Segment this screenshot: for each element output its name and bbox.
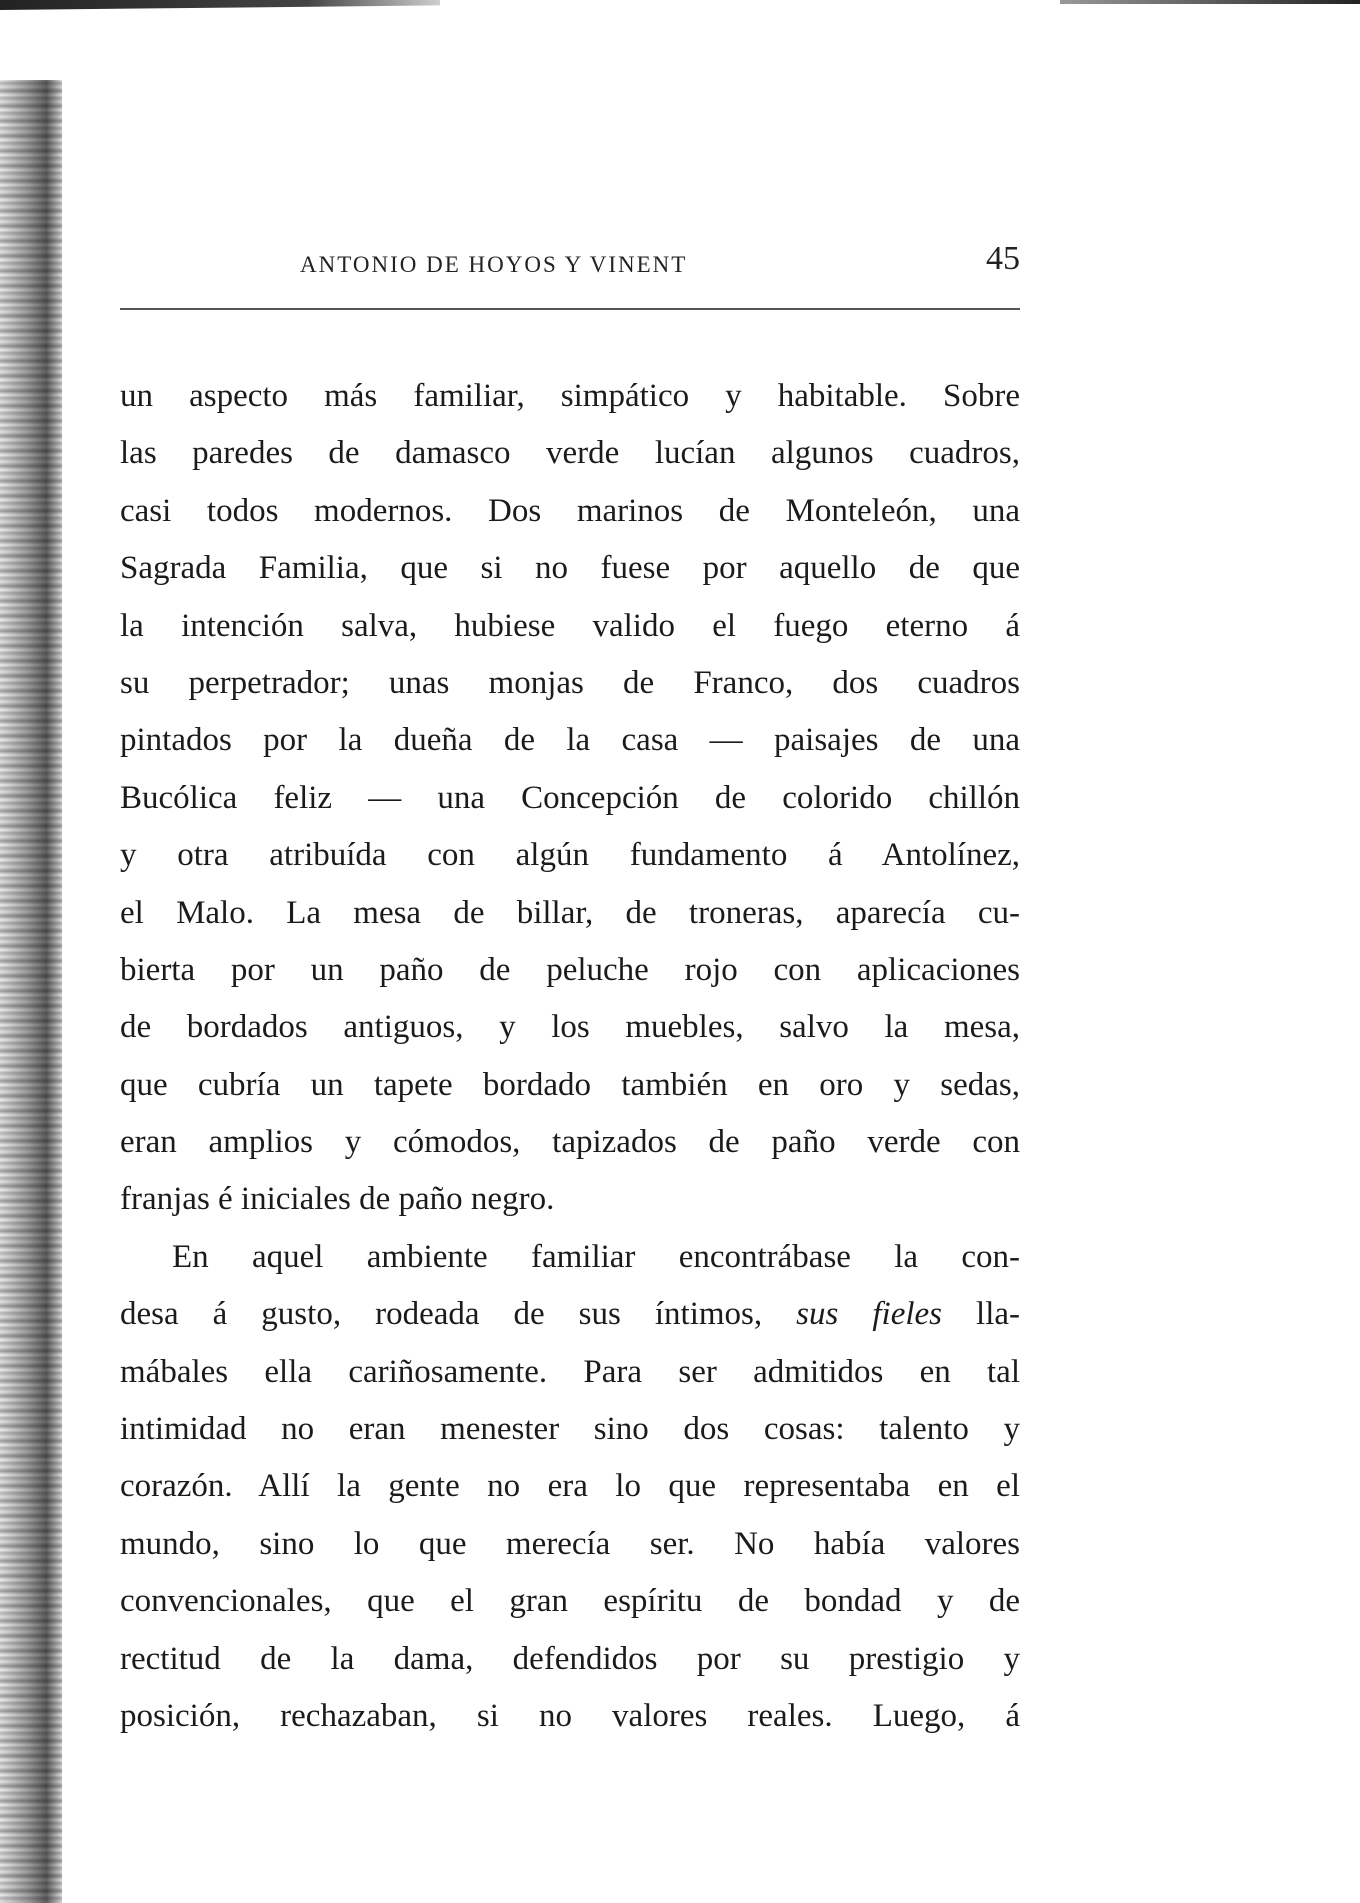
scan-top-right-edge [1060, 0, 1360, 4]
text-line: de bordados antiguos, y los muebles, salvo la mesa, [120, 1009, 1020, 1046]
text-line: En aquel ambiente familiar encontrábase la con- [172, 1238, 1020, 1275]
text-line: convencionales, que el gran espíritu de bondad y de [120, 1583, 1020, 1620]
text-line: su perpetrador; unas monjas de Franco, dos cuadros [120, 664, 1020, 701]
italic-phrase: sus fieles [796, 1296, 943, 1333]
text-line: intimidad no eran menester sino dos cosas: talento y [120, 1411, 1020, 1448]
text-line: corazón. Allí la gente no era lo que representaba en el [120, 1468, 1020, 1505]
text-line: el Malo. La mesa de billar, de troneras, aparecía cu- [120, 894, 1020, 931]
text-line: franjas é iniciales de paño negro. [120, 1181, 555, 1218]
text-line: bierta por un paño de peluche rojo con aplicaciones [120, 951, 1020, 988]
text-line: eran amplios y cómodos, tapizados de paño verde con [120, 1124, 1020, 1161]
text-line: que cubría un tapete bordado también en oro y sedas, [120, 1066, 1020, 1103]
scan-binding-edge [0, 80, 62, 1903]
text-line: Sagrada Familia, que si no fuese por aquello de que [120, 550, 1020, 587]
text-line: pintados por la dueña de la casa — paisajes de una [120, 722, 1020, 759]
paragraph-1 [120, 368, 1020, 1229]
paragraph-2 [120, 1229, 1020, 1746]
page-number: 45 [986, 240, 1020, 277]
text-line: y otra atribuída con algún fundamento á Antolínez, [120, 837, 1020, 874]
text-line: las paredes de damasco verde lucían algunos cuadros, [120, 435, 1020, 472]
text-line: rectitud de la dama, defendidos por su prestigio y [120, 1640, 1020, 1677]
scan-top-edge-shadow [0, 0, 440, 10]
text-line: casi todos modernos. Dos marinos de Monteleón, una [120, 492, 1020, 529]
text-line: mundo, sino lo que merecía ser. No había valores [120, 1525, 1020, 1562]
text-run: lla- [976, 1296, 1021, 1333]
text-line: Bucólica feliz — una Concepción de colorido chillón [120, 779, 1020, 816]
text-line: la intención salva, hubiese valido el fuego eterno á [120, 607, 1020, 644]
text-line: posición, rechazaban, si no valores reales. Luego, á [120, 1697, 1020, 1734]
text-line: un aspecto más familiar, simpático y habitable. Sobre [120, 378, 1020, 414]
book-page [120, 240, 1021, 1734]
text-run: desa á gusto, rodeada de sus íntimos, [120, 1296, 763, 1333]
body-text [120, 368, 1020, 1745]
running-title: ANTONIO DE HOYOS Y VINENT [300, 252, 688, 277]
text-line: mábales ella cariñosamente. Para ser admitidos en tal [120, 1353, 1020, 1390]
text-line-with-italic [120, 1286, 1020, 1343]
header-rule [120, 308, 1020, 310]
running-header [120, 240, 1020, 280]
